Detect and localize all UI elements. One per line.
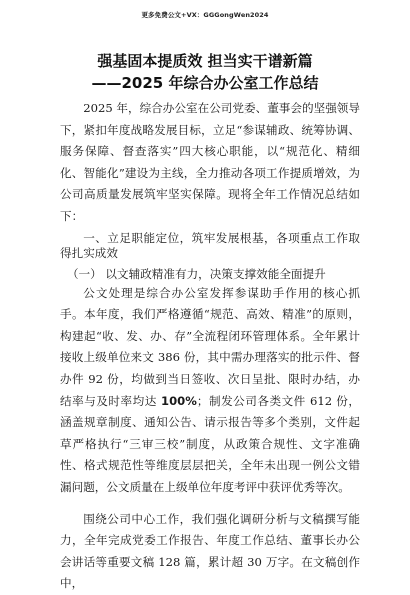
body-paragraph-2: 围绕公司中心工作，我们强化调研分析与文稿撰写能力，全年完成党委工作报告、年度工作总结、董事长办公会讲话等重要文稿 128 篇，累计超 30 万字。在文稿创作中， [60,511,360,591]
document-body [60,98,360,595]
section-heading-1: 一、立足职能定位，筑牢发展根基，各项重点工作取得扎实成效 [60,230,360,260]
intro-paragraph: 2025 年，综合办公室在公司党委、董事会的坚强领导下，紧扣年度战略发展目标，立足“参谋辅政、统筹协调、服务保障、督查落实”四大核心职能，以“规范化、精细化、智能化”建设为主线，全力推动各项工作提质增效，为公司高质量发展筑牢坚实保障。现将全年工作情况总结如下： [60,101,360,223]
body-paragraph-1-text: 公文处理是综合办公室发挥参谋助手作用的核心抓手。本年度，我们严格遵循“规范、高效、精准”的原则，构建起“收、发、办、存”全流程闭环管理体系。全年累计接收上级单位来文 386 份，其中需办理落实的批示件、督办件 92 份，均做到当日签收、次日呈批、限时办结，办结率与及时率均达 [60,285,360,408]
body-paragraph-1-rest: ；制发公司各类文件 612 份，涵盖规章制度、通知公告、请示报告等多个类别，文件起草严格执行“三审三校”制度，从政策合规性、文字准确性、格式规范性等维度层层把关，全年未出现一例公文错漏问题，公文质量在上级单位年度考评中获评优秀等次。 [60,393,360,494]
body-paragraph-1 [60,283,360,499]
document-title: 强基固本提质效 担当实干谱新篇 [97,52,313,70]
header-note: 更多免费公文+VX：GGGongWen2024 [141,11,269,19]
subsection-heading-1: （一） 以文辅政精准有力，决策支撑效能全面提升 [66,266,326,281]
document-subtitle: ——2025 年综合办公室工作总结 [91,74,319,92]
completion-rate: 100% [161,393,197,408]
